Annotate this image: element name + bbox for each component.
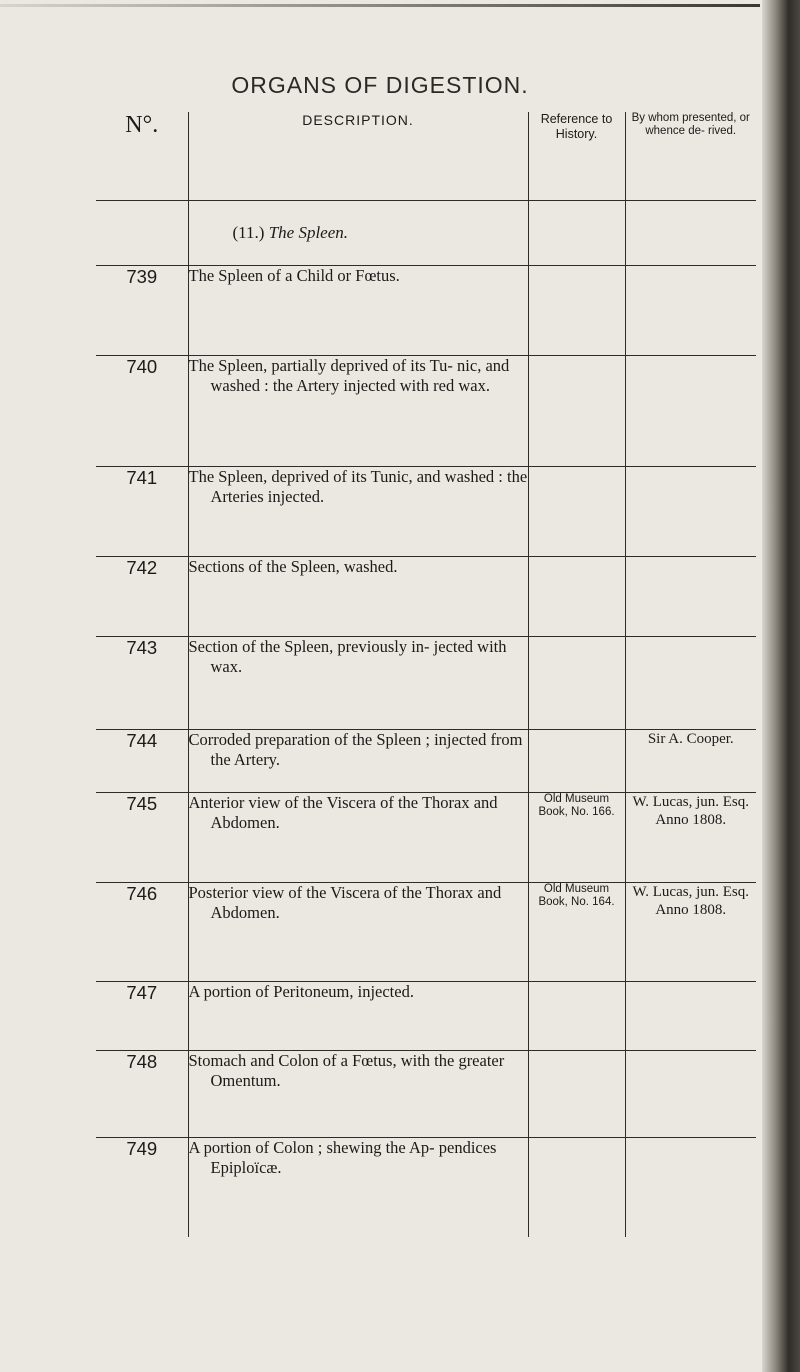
- row-description: Posterior view of the Viscera of the Thorax and Abdomen.: [188, 883, 528, 982]
- row-number: 744: [96, 730, 188, 793]
- table-row: [96, 1138, 756, 1238]
- section-title: [189, 201, 528, 243]
- row-number: 739: [96, 266, 188, 356]
- row-reference: [528, 266, 625, 356]
- row-presented-by: W. Lucas, jun. Esq. Anno 1808.: [625, 883, 756, 982]
- section-number-cell: [96, 201, 188, 266]
- row-reference: Old Museum Book, No. 166.: [528, 793, 625, 883]
- row-presented-by: [625, 266, 756, 356]
- row-reference: [528, 1051, 625, 1138]
- section-reference-cell: [528, 201, 625, 266]
- book-spine-shadow: [762, 0, 800, 1372]
- row-description: Section of the Spleen, previously in- jected with wax.: [188, 637, 528, 730]
- row-reference: [528, 982, 625, 1051]
- row-description: Sections of the Spleen, washed.: [188, 557, 528, 637]
- row-presented-by: [625, 1051, 756, 1138]
- row-presented-by: [625, 982, 756, 1051]
- row-number: 740: [96, 356, 188, 467]
- row-description: The Spleen of a Child or Fœtus.: [188, 266, 528, 356]
- row-description: Stomach and Colon of a Fœtus, with the greater Omentum.: [188, 1051, 528, 1138]
- row-number: 747: [96, 982, 188, 1051]
- row-reference: Old Museum Book, No. 164.: [528, 883, 625, 982]
- page-title: ORGANS OF DIGESTION.: [231, 72, 529, 98]
- table-row: [96, 1051, 756, 1138]
- section-name: The Spleen.: [268, 223, 349, 242]
- row-presented-by: W. Lucas, jun. Esq. Anno 1808.: [625, 793, 756, 883]
- table-row: [96, 883, 756, 982]
- row-number: 742: [96, 557, 188, 637]
- section-prefix: (11.): [232, 223, 265, 242]
- row-presented-by: [625, 467, 756, 557]
- row-number: 743: [96, 637, 188, 730]
- row-number: 748: [96, 1051, 188, 1138]
- row-presented-by: [625, 557, 756, 637]
- row-presented-by: [625, 637, 756, 730]
- row-presented-by: Sir A. Cooper.: [625, 730, 756, 793]
- row-description: Anterior view of the Viscera of the Thorax and Abdomen.: [188, 793, 528, 883]
- header-reference: Reference to History.: [528, 112, 625, 201]
- page-top-rule: [0, 4, 760, 7]
- row-description: The Spleen, partially deprived of its Tu- nic, and washed : the Artery injected with red wax.: [188, 356, 528, 467]
- row-reference: [528, 637, 625, 730]
- row-description: A portion of Peritoneum, injected.: [188, 982, 528, 1051]
- row-number: 741: [96, 467, 188, 557]
- row-presented-by: [625, 356, 756, 467]
- section-row: [96, 201, 756, 266]
- catalogue-table: [96, 112, 756, 1237]
- row-presented-by: [625, 1138, 756, 1238]
- section-title-cell: [188, 201, 528, 266]
- row-reference: [528, 557, 625, 637]
- row-number: 746: [96, 883, 188, 982]
- table-row: [96, 730, 756, 793]
- table-row: [96, 982, 756, 1051]
- table-row: [96, 266, 756, 356]
- row-reference: [528, 1138, 625, 1238]
- section-presented-cell: [625, 201, 756, 266]
- header-presented-by: By whom presented, or whence de- rived.: [625, 112, 756, 201]
- row-reference: [528, 467, 625, 557]
- row-number: 749: [126, 1138, 158, 1159]
- row-number: 745: [96, 793, 188, 883]
- header-number: N°.: [96, 112, 188, 201]
- table-header-row: [96, 112, 756, 201]
- row-reference: [528, 730, 625, 793]
- row-description: The Spleen, deprived of its Tunic, and washed : the Arteries injected.: [188, 467, 528, 557]
- header-description: DESCRIPTION.: [188, 112, 528, 201]
- row-description: Corroded preparation of the Spleen ; injected from the Artery.: [188, 730, 528, 793]
- table-row: [96, 637, 756, 730]
- table-row: [96, 793, 756, 883]
- row-description: A portion of Colon ; shewing the Ap- pendices Epiploïcæ.: [188, 1138, 528, 1238]
- table-row: [96, 467, 756, 557]
- row-reference: [528, 356, 625, 467]
- table-row: [96, 356, 756, 467]
- table-row: [96, 557, 756, 637]
